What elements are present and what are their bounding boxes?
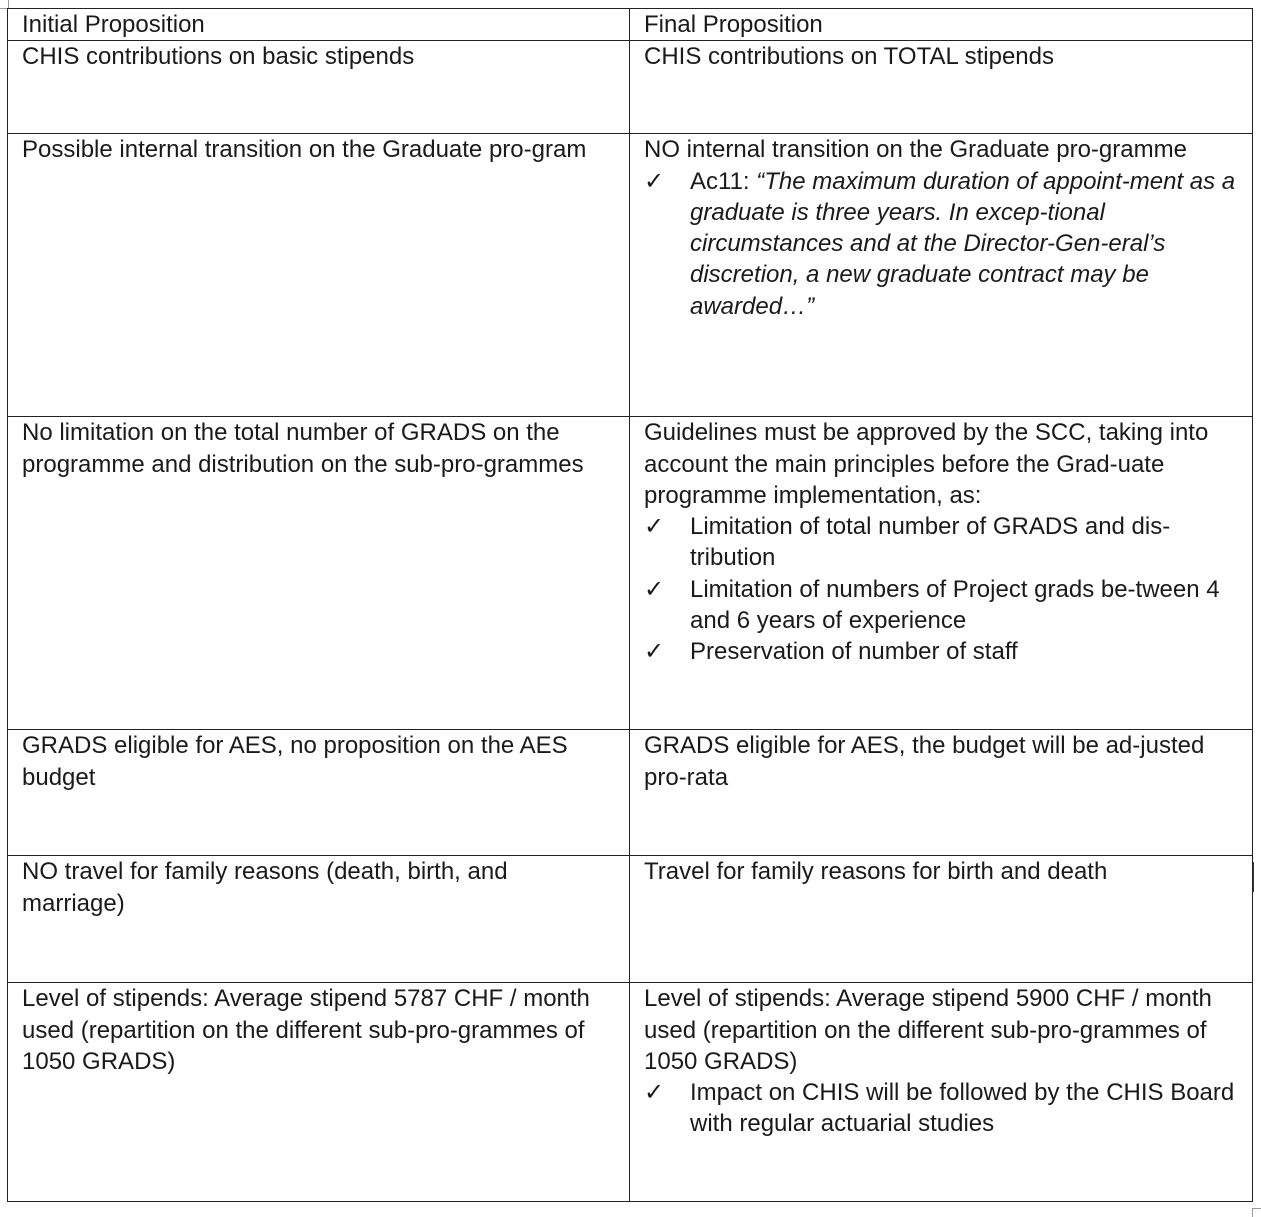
table-row xyxy=(8,134,1253,417)
table-row xyxy=(8,730,1253,856)
cell-final xyxy=(630,41,1253,134)
cell-initial xyxy=(8,856,630,983)
cell-final xyxy=(630,856,1253,983)
cell-text: NO travel for family reasons (death, birth, and marriage) xyxy=(22,858,508,917)
cell-text: CHIS contributions on TOTAL stipends xyxy=(644,43,1054,71)
check-item-text: Limitation of numbers of Project grads be-tween 4 and 6 years of experience xyxy=(690,575,1220,635)
check-item-text: Preservation of number of staff xyxy=(690,638,1018,666)
cell-text: Travel for family reasons for birth and death xyxy=(644,858,1108,886)
cell-initial xyxy=(8,134,630,417)
cell-text: NO internal transition on the Graduate pro-gramme xyxy=(644,136,1187,164)
proposition-table xyxy=(7,8,1253,1202)
cell-final xyxy=(630,417,1253,730)
cell-initial xyxy=(8,983,630,1202)
check-item-text: Impact on CHIS will be followed by the CHIS Board with regular actuarial studies xyxy=(690,1079,1235,1138)
checkmark-icon: ✓ xyxy=(644,575,665,603)
check-list-item xyxy=(644,636,1238,667)
checkmark-icon: ✓ xyxy=(644,1079,665,1107)
cell-initial xyxy=(8,417,630,730)
cell-text: No limitation on the total number of GRADS on the programme and distribution on the sub-pro-grammes xyxy=(22,419,584,478)
citation-quote: “The maximum duration of appoint-ment as a graduate is three years. In excep-tional circumstances and at the Director-Gen-eral’s discretion, a new graduate contract may be awarded…” xyxy=(690,167,1236,320)
check-list xyxy=(644,166,1238,322)
check-list-item xyxy=(644,166,1238,322)
page-corner-mark-bottom xyxy=(1252,1208,1261,1217)
cell-final xyxy=(630,730,1253,856)
check-list xyxy=(644,511,1238,667)
cell-text: GRADS eligible for AES, no proposition on the AES budget xyxy=(22,732,568,791)
table-row xyxy=(8,856,1253,983)
cell-text: Possible internal transition on the Graduate pro-gram xyxy=(22,136,587,164)
checkmark-icon: ✓ xyxy=(644,167,665,195)
cell-text: Level of stipends: Average stipend 5787 CHF / month used (repartition on the different sub-pro-grammes of 1050 GRADS) xyxy=(22,985,590,1075)
check-list-item xyxy=(644,511,1238,574)
cell-initial xyxy=(8,730,630,856)
cell-text: CHIS contributions on basic stipends xyxy=(22,43,415,71)
cell-text: Guidelines must be approved by the SCC, taking into account the main principles before the Grad-uate programme implementation, as: xyxy=(644,419,1209,509)
cell-final xyxy=(630,983,1253,1202)
check-list-item xyxy=(644,574,1238,637)
table-header-row xyxy=(8,9,1253,41)
cell-initial xyxy=(8,41,630,134)
check-list xyxy=(644,1077,1238,1140)
header-initial-proposition: Initial Proposition xyxy=(8,9,630,41)
checkmark-icon: ✓ xyxy=(644,638,665,666)
table-row xyxy=(8,417,1253,730)
cell-text: GRADS eligible for AES, the budget will be ad-justed pro-rata xyxy=(644,732,1205,791)
check-list-item xyxy=(644,1077,1238,1140)
table-row xyxy=(8,41,1253,134)
cell-final xyxy=(630,134,1253,417)
checkmark-icon: ✓ xyxy=(644,513,665,541)
citation-ref: Ac11: xyxy=(690,167,757,195)
cell-text: Level of stipends: Average stipend 5900 CHF / month used (repartition on the different sub-pro-grammes of 1050 GRADS) xyxy=(644,985,1212,1075)
header-final-proposition: Final Proposition xyxy=(630,9,1253,41)
table-row xyxy=(8,983,1253,1202)
text-cursor xyxy=(1253,862,1254,892)
check-item-text: Limitation of total number of GRADS and dis-tribution xyxy=(690,513,1171,572)
